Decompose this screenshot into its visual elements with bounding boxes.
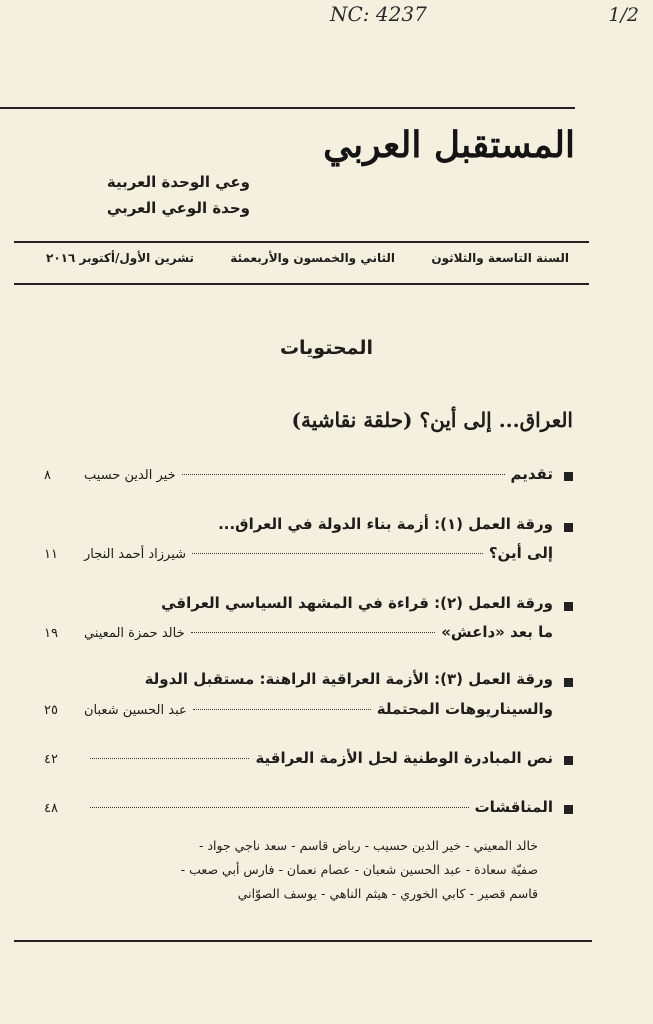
issue-date: تشرين الأول/أكتوبر ٢٠١٦ xyxy=(46,251,194,265)
bullet-icon xyxy=(564,523,573,532)
toc-title-continued: والسيناريوهات المحتملة xyxy=(376,700,553,718)
toc-page-number: ٢٥ xyxy=(44,703,58,718)
toc-title[interactable]: ورقة العمل (٢): قراءة في المشهد السياسي العراقي xyxy=(161,594,553,612)
participants-line: خالد المعيني - خير الدين حسيب - رياض قاسم - سعد ناجي جواد - xyxy=(199,838,538,853)
issue-top-rule xyxy=(14,241,589,243)
toc-entry[interactable] xyxy=(44,700,553,722)
toc-page-number: ٤٨ xyxy=(44,801,58,816)
toc-entry[interactable] xyxy=(44,465,553,487)
toc-title[interactable]: ورقة العمل (١): أزمة بناء الدولة في العراق... xyxy=(218,515,553,533)
journal-motto-2: وحدة الوعي العربي xyxy=(106,199,250,217)
bullet-icon xyxy=(564,472,573,481)
issue-year: السنة التاسعة والثلاثون xyxy=(431,251,569,265)
leader-dots xyxy=(90,758,249,759)
contents-heading: المحتويات xyxy=(279,337,374,359)
issue-number: الثاني والخمسون والأربعمئة xyxy=(230,251,395,265)
toc-entry[interactable] xyxy=(44,544,553,566)
leader-dots xyxy=(192,553,483,554)
leader-dots xyxy=(90,807,469,808)
toc-page-number: ١١ xyxy=(44,547,58,562)
toc-page-number: ٨ xyxy=(44,468,51,483)
toc-title: نص المبادرة الوطنية لحل الأزمة العراقية xyxy=(255,749,553,767)
bullet-icon xyxy=(564,805,573,814)
toc-title[interactable]: ورقة العمل (٣): الأزمة العراقية الراهنة: مستقبل الدولة xyxy=(144,670,553,688)
issue-bottom-rule xyxy=(14,283,589,285)
toc-title-continued: ما بعد «داعش» xyxy=(441,623,553,641)
toc-page-number: ١٩ xyxy=(44,626,58,641)
participants-list xyxy=(158,834,538,906)
toc-entry[interactable] xyxy=(44,623,553,645)
leader-dots xyxy=(193,709,371,710)
bullet-icon xyxy=(564,756,573,765)
participants-line: صفيّة سعادة - عبد الحسين شعبان - عصام نعمان - فارس أبي صعب - xyxy=(180,862,538,877)
leader-dots xyxy=(191,632,436,633)
toc-title: المناقشات xyxy=(474,798,553,816)
toc-page-number: ٤٢ xyxy=(44,752,58,767)
toc-title-continued: إلى أين؟ xyxy=(488,544,553,562)
handwritten-catalog-code: NC: 4237 xyxy=(330,2,427,26)
bottom-rule xyxy=(14,940,592,942)
toc-entry[interactable] xyxy=(44,798,553,820)
toc-author: خير الدين حسيب xyxy=(84,468,176,483)
journal-logo: المستقبل العربي xyxy=(323,124,575,166)
journal-motto-1: وعي الوحدة العربية xyxy=(106,173,250,191)
toc-author: عبد الحسين شعبان xyxy=(84,703,187,718)
toc-title: تقديم xyxy=(510,465,553,483)
toc-entry[interactable] xyxy=(44,749,553,771)
toc-author: شيرزاد أحمد النجار xyxy=(84,547,187,562)
leader-dots xyxy=(182,474,505,475)
section-title: العراق... إلى أين؟ (حلقة نقاشية) xyxy=(291,408,573,432)
toc-author: خالد حمزة المعيني xyxy=(84,626,185,641)
top-rule xyxy=(0,107,575,109)
bullet-icon xyxy=(564,602,573,611)
bullet-icon xyxy=(564,678,573,687)
participants-line: قاسم قصير - كابي الخوري - هيثم الناهي - يوسف الصوّاني xyxy=(237,886,538,901)
handwritten-page-mark: 1/2 xyxy=(608,4,639,26)
